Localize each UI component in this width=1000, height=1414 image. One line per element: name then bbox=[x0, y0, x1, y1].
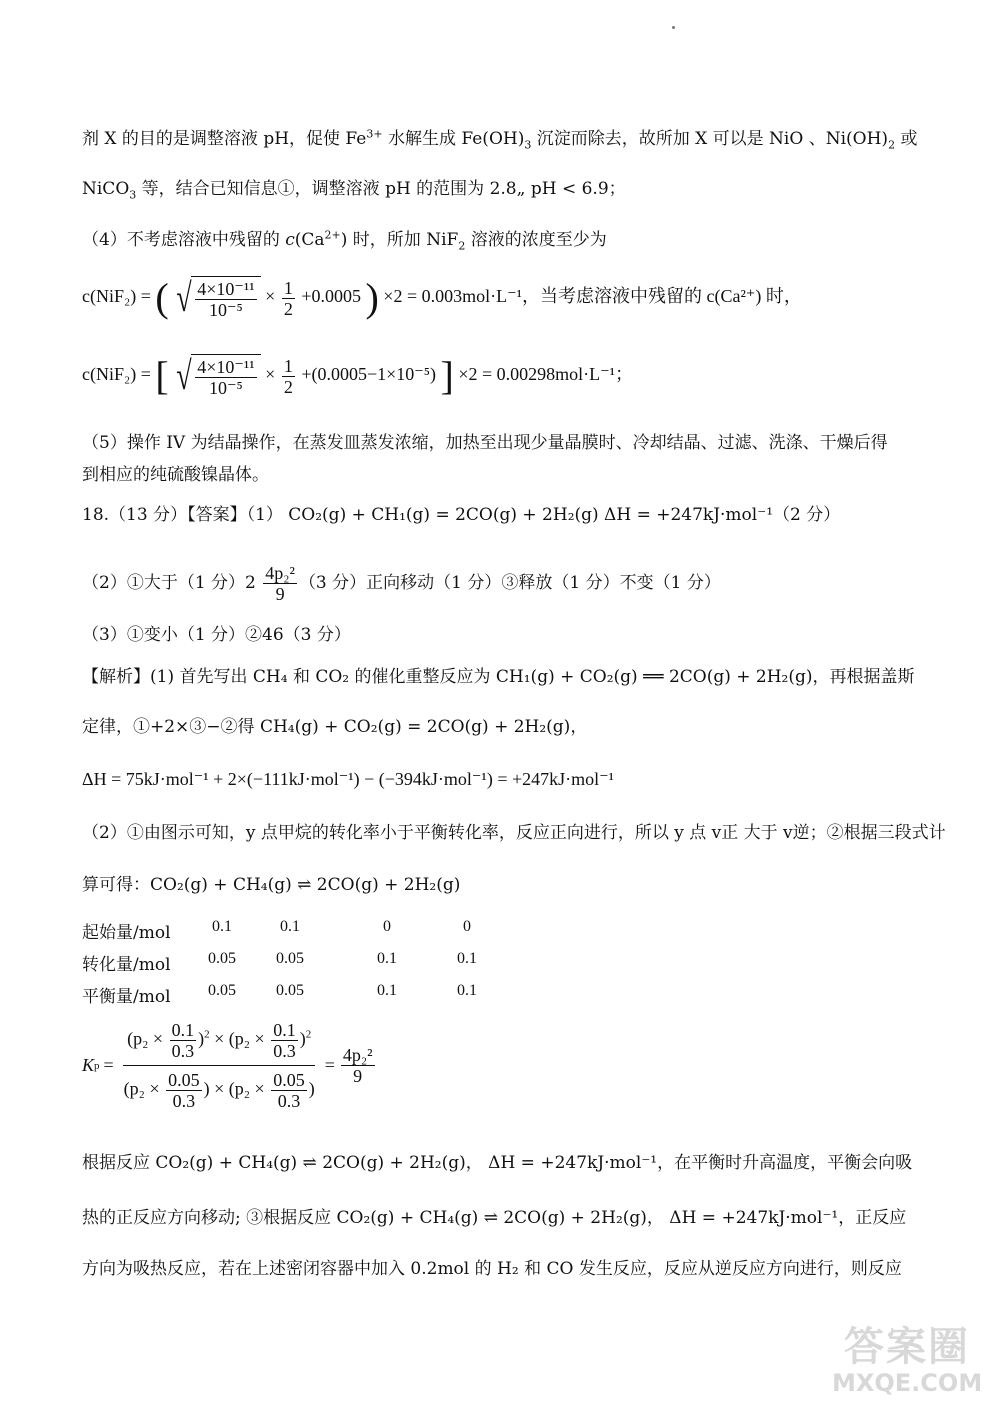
fraction: $\frac{\text{4×10⁻¹¹}}{\text{10⁻⁵}}$ bbox=[197, 279, 255, 320]
paragraph-line-1 bbox=[82, 128, 917, 150]
equals: = bbox=[103, 1055, 114, 1075]
equation-lhs: c(NiF₂) = bbox=[82, 286, 151, 307]
paragraph-line-5b: 到相应的纯硫酸镍晶体。 bbox=[82, 465, 269, 485]
superscript: 3+ bbox=[366, 127, 383, 141]
square-root: √ $\frac{\text{4×10⁻¹¹}}{\text{10⁻⁵}}$ bbox=[173, 276, 260, 320]
body-line-1: 根据反应 CO₂(g) + CH₄(g) ⇌ 2CO(g) + 2H₂(g)， ΔH = +247kJ·mol⁻¹，在平衡时升高温度，平衡会向吸 bbox=[82, 1153, 913, 1173]
text: 沉淀而除去，故所加 X 可以是 NiO 、Ni(OH) bbox=[531, 129, 889, 149]
scan-speck bbox=[672, 26, 675, 29]
paren: ( bbox=[155, 275, 169, 320]
watermark-logo: 答案圈 MXQE.COM bbox=[832, 1324, 983, 1397]
kp-result: $\frac{\text{4p₂²}}{9}$ bbox=[342, 1045, 373, 1086]
question-18-answer: 18.（13 分）【答案】（1） CO₂(g) + CH₁(g) = 2CO(g) + 2H₂(g) ΔH = +247kJ·mol⁻¹（2 分） bbox=[82, 505, 841, 525]
bracket: [ bbox=[155, 353, 169, 398]
bracket: ] bbox=[440, 353, 454, 398]
text: （4）不考虑溶液中残留的 bbox=[82, 230, 286, 250]
kp-symbol: K bbox=[82, 1055, 95, 1075]
paragraph-line-5a: （5）操作 IV 为结晶操作，在蒸发皿蒸发浓缩，加热至出现少量晶膜时、冷却结晶、过滤、洗涤、干燥后得 bbox=[82, 433, 888, 453]
body-line-2: 热的正反应方向移动; ③根据反应 CO₂(g) + CH₄(g) ⇌ 2CO(g) + 2H₂(g)， ΔH = +247kJ·mol⁻¹，正反应 bbox=[82, 1208, 907, 1228]
subscript: 2 bbox=[458, 239, 466, 253]
subscript: 3 bbox=[524, 138, 532, 152]
kp-expression: K p = (p₂ × $\frac{0.1}{0.3}$ )$^2$ × (p₂ × $\frac{0.1}{0.3}$ )$^2$ (p₂ × $\frac{0.05}{0.3}$ ) × (p₂ × $\frac{0.05}{0.3}$ ) = $\frac{\text{4p₂²}}{9}$ bbox=[82, 1020, 373, 1111]
analysis-line-1: 【解析】(1) 首先写出 CH₄ 和 CO₂ 的催化重整反应为 CH₁(g) + CO₂(g) ══ 2CO(g) + 2H₂(g)，再根据盖斯 bbox=[82, 667, 915, 687]
text: +0.0005 bbox=[301, 286, 361, 307]
text: +(0.0005−1×10⁻⁵) bbox=[301, 364, 437, 385]
square-root: √ $\frac{\text{4×10⁻¹¹}}{\text{10⁻⁵}}$ bbox=[173, 354, 260, 398]
paragraph-line-2 bbox=[82, 178, 626, 200]
equation-nif2-1: c(NiF₂) = ( √ $\frac{\text{4×10⁻¹¹}}{\text{10⁻⁵}}$ × $\frac{1}{2}$ +0.0005 ) ×2 = 0.003mol·L⁻¹，当考虑溶液中残留的 c(Ca²⁺) 时， bbox=[82, 275, 802, 320]
fraction-half: $\frac{1}{2}$ bbox=[283, 277, 293, 319]
body-line-3: 方向为吸热反应，若在上述密闭容器中加入 0.2mol 的 H₂ 和 CO 发生反应，反应从逆反应方向进行，则反应 bbox=[82, 1259, 902, 1279]
text: 等，结合已知信息①，调整溶液 pH 的范围为 2.8„ pH < 6.9； bbox=[136, 179, 626, 199]
text: 水解生成 Fe(OH) bbox=[382, 129, 525, 149]
text: （3 分）正向移动（1 分）③释放（1 分）不变（1 分） bbox=[298, 573, 721, 593]
text: ×2 = 0.003mol·L⁻¹，当考虑溶液中残留的 c(Ca²⁺) 时， bbox=[383, 286, 802, 307]
equation-lhs: c(NiF₂) = bbox=[82, 364, 151, 385]
answer-part-3: （3）①变小（1 分）②46（3 分） bbox=[82, 625, 351, 645]
analysis-line-2: 定律，①+2×③−②得 CH₄(g) + CO₂(g) = 2CO(g) + 2H₂(g)， bbox=[82, 717, 588, 737]
paragraph-line-3 bbox=[82, 229, 607, 251]
text: 或 bbox=[895, 129, 918, 149]
text: 剂 X 的目的是调整溶液 pH，促使 Fe bbox=[82, 129, 367, 149]
subscript: 3 bbox=[129, 188, 137, 202]
answer-part-2 bbox=[82, 563, 721, 604]
analysis-line-5: 算可得：CO₂(g) + CH₄(g) ⇌ 2CO(g) + 2H₂(g) bbox=[82, 875, 461, 895]
text: 溶液的浓度至少为 bbox=[465, 230, 607, 250]
equation-nif2-2: c(NiF₂) = [ √ $\frac{\text{4×10⁻¹¹}}{\text{10⁻⁵}}$ × $\frac{1}{2}$ +(0.0005−1×10⁻⁵) ] ×2 = 0.00298mol·L⁻¹； bbox=[82, 353, 634, 398]
text: (Ca bbox=[294, 230, 325, 250]
text: ) 时，所加 NiF bbox=[340, 230, 459, 250]
fraction: $\frac{\text{4p₂²}}{9}$ bbox=[265, 563, 295, 604]
text: c bbox=[285, 230, 295, 250]
fraction-half: $\frac{1}{2}$ bbox=[283, 355, 293, 397]
analysis-line-4: （2）①由图示可知，y 点甲烷的转化率小于平衡转化率，反应正向进行，所以 y 点 v正 大于 v逆；②根据三段式计 bbox=[82, 823, 946, 843]
text: ×2 = 0.00298mol·L⁻¹； bbox=[458, 364, 634, 385]
superscript: 2+ bbox=[324, 228, 341, 242]
document-page: 剂 X 的目的是调整溶液 pH，促使 $Fe^{3+}$ 水解生成 $Fe(OH)_3$ 沉淀而除去，故所加 X 可以是 NiO 、$Ni(OH)_2$ 或 NiCO$_3$ 等，结合已知信息①，调整溶液 pH 的范围为 2.8„ pH < 6.9； （4）不考虑溶液中残留的 $c(Ca^{2+})$ 时，所加 NiF$_2$ 溶液的浓度至少为 c(NiF₂) = ( √ $\frac{\text{4×10⁻¹¹}}{\text{10⁻⁵}}$ × $\frac{1}{2}$ +0.0005 ) ×2 = 0.003mol·L⁻¹，当考虑溶液中残留的 c(Ca²⁺) 时， c(NiF₂) = [ √ $\frac{\text{4×10⁻¹¹}}{\text{10⁻⁵}}$ × $\frac{1}{2}$ +(0.0005−1×10⁻⁵) ] ×2 = 0.00298mol·L⁻¹； （5）操作 IV 为结晶操作，在蒸发皿蒸发浓缩，加热至出现少量晶膜时、冷却结晶、过滤、洗涤、干燥后得 到相应的纯硫酸镍晶体。 18.（13 分）【答案】（1） CO₂(g) + CH₁(g) = 2CO(g) + 2H₂(g) ΔH = +247kJ·mol⁻¹（2 分） （2）①大于（1 分）2 $\frac{\text{4p₂²}}{9}$ （3 分）正向移动（1 分）③释放（1 分）不变（1 分） （3）①变小（1 分）②46（3 分） 【解析】(1) 首先写出 CH₄ 和 CO₂ 的催化重整反应为 CH₁(g) + CO₂(g) ══ 2CO(g) + 2H₂(g)，再根据盖斯 定律，①+2×③−②得 CH₄(g) + CO₂(g) = 2CO(g) + 2H₂(g)， ΔH = 75kJ·mol⁻¹ + 2×(−111kJ·mol⁻¹) − (−394kJ·mol⁻¹) = +247kJ·mol⁻¹ （2）①由图示可知，y 点甲烷的转化率小于平衡转化率，反应正向进行，所以 y 点 v正 大于 v逆；②根据三段式计 算可得：CO₂(g) + CH₄(g) ⇌ 2CO(g) + 2H₂(g) 起始量/mol 0.1 0.1 0 0 转化量/mol 0.05 0.05 0.1 0.1 平衡量/mol 0.05 0.05 0.1 0.1 K p = (p₂ × $\frac{0.1}{0.3}$ )$^2$ × (p₂ × $\frac{0.1}{0.3}$ )$^2$ (p₂ × $\frac{0.05}{0.3}$ ) × (p₂ × $\frac{0.05}{0.3}$ ) = $\frac{\text{4p₂²}}{9}$ 根据反应 CO₂(g) + CH₄(g) ⇌ 2CO(g) + 2H₂(g)， ΔH = +247kJ·mol⁻¹，在平衡时升高温度，平衡会向吸 热的正反应方向移动; ③根据反应 CO₂(g) + CH₄(g) ⇌ 2CO(g) + 2H₂(g)， ΔH = +247kJ·mol⁻¹，正反应 方向为吸热反应，若在上述密闭容器中加入 0.2mol 的 H₂ 和 CO 发生反应，反应从逆反应方向进行，则反应 答案圈 MXQE.COM bbox=[0, 0, 1000, 1414]
text: （2）①大于（1 分）2 bbox=[82, 573, 262, 593]
kp-fraction: (p₂ × $\frac{0.1}{0.3}$ )$^2$ × (p₂ × $\frac{0.1}{0.3}$ )$^2$ (p₂ × $\frac{0.05}{0.3}$ ) × (p₂ × $\frac{0.05}{0.3}$ ) bbox=[123, 1020, 315, 1111]
equals: = bbox=[324, 1055, 335, 1075]
fraction: $\frac{\text{4×10⁻¹¹}}{\text{10⁻⁵}}$ bbox=[197, 357, 255, 398]
text: NiCO bbox=[82, 179, 130, 199]
paren: ) bbox=[365, 275, 379, 320]
analysis-line-3: ΔH = 75kJ·mol⁻¹ + 2×(−111kJ·mol⁻¹) − (−394kJ·mol⁻¹) = +247kJ·mol⁻¹ bbox=[82, 769, 615, 789]
subscript: 2 bbox=[888, 138, 896, 152]
